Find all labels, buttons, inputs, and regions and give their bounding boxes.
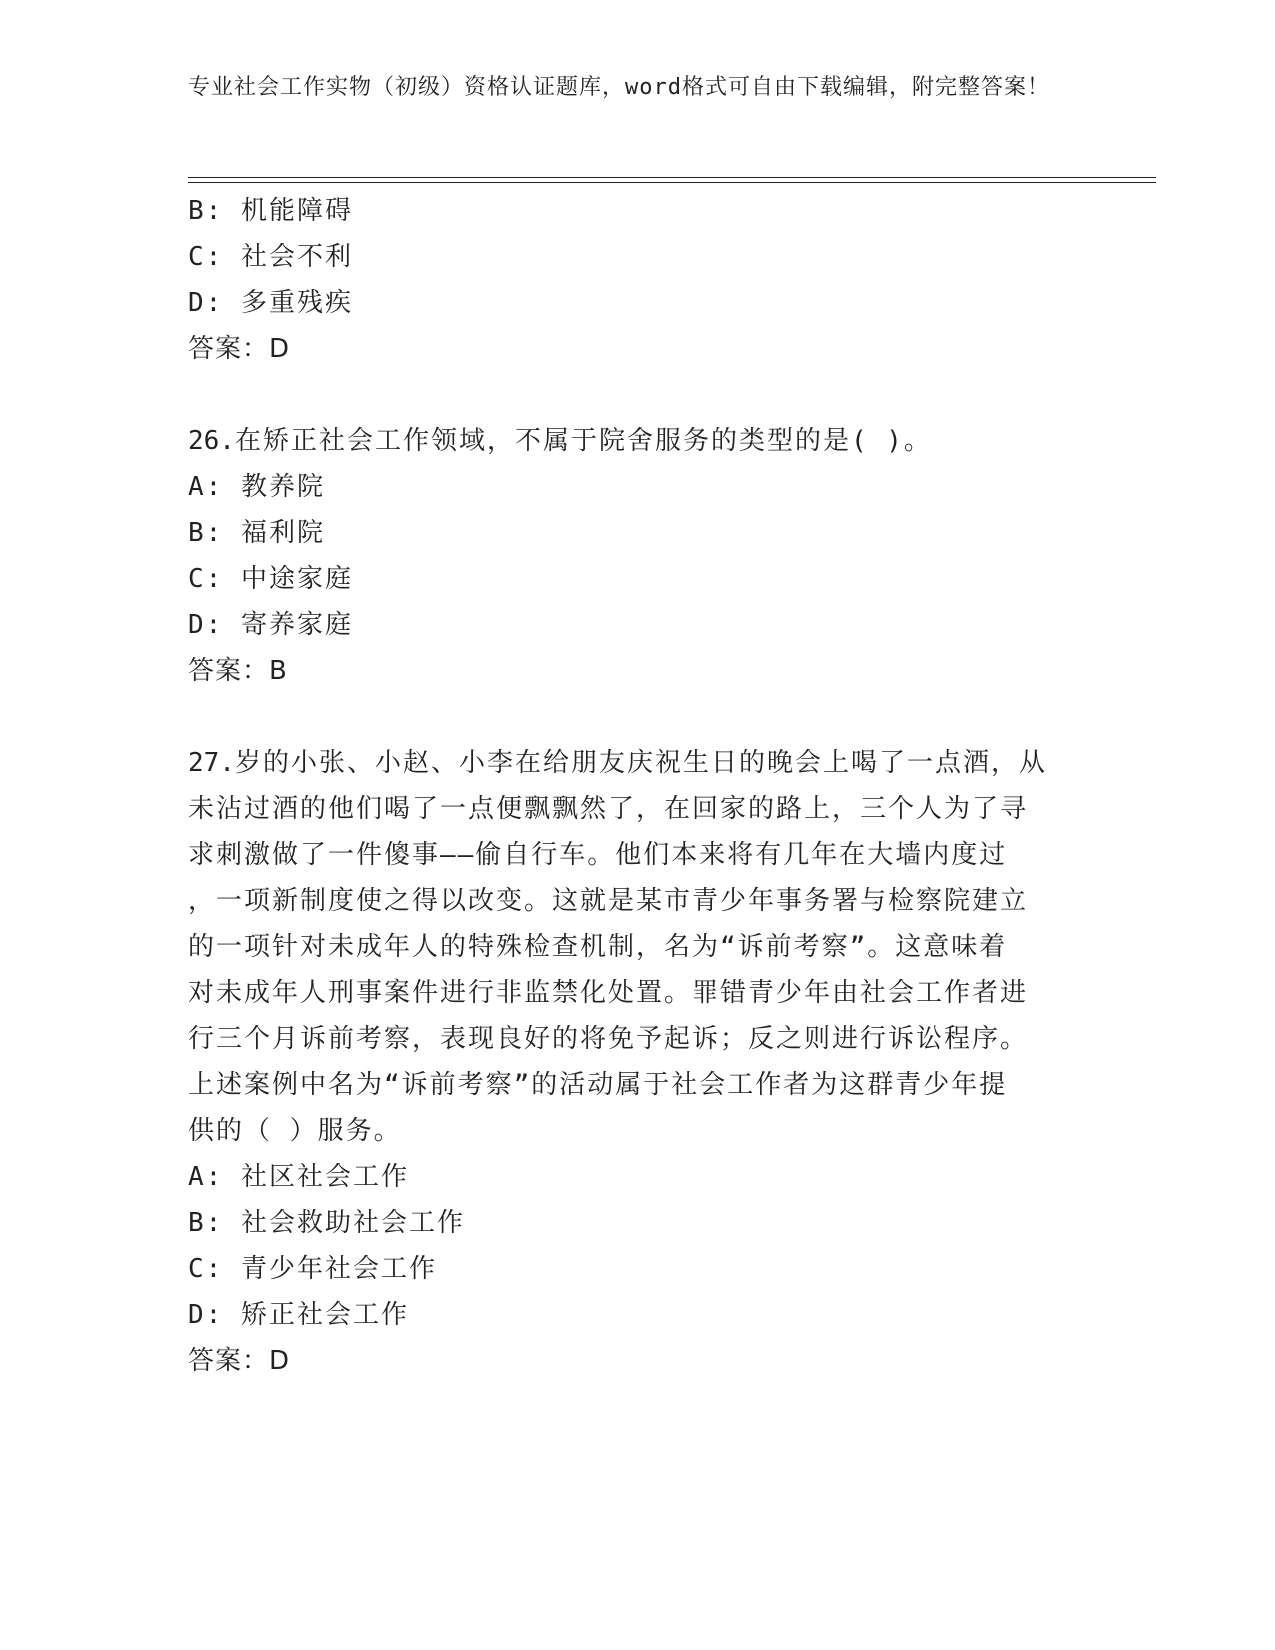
option-b xyxy=(188,510,1088,556)
option-text: 福利院 xyxy=(240,518,325,548)
question-stem-line: 求刺激做了一件傻事——偷自行车。他们本来将有几年在大墙内度过 xyxy=(188,840,1008,870)
question-stem-line: 上述案例中名为“诉前考察”的活动属于社会工作者为这群青少年提 xyxy=(188,1070,1008,1100)
option-label: A: xyxy=(188,1162,224,1192)
question-stem-line: 供的（ ）服务。 xyxy=(188,1116,402,1146)
question-stem-line xyxy=(188,740,1088,786)
option-text: 多重残疾 xyxy=(240,288,353,318)
option-label: B: xyxy=(188,518,224,548)
option-label: B: xyxy=(188,1208,224,1238)
option-a xyxy=(188,1154,1088,1200)
document-header: 专业社会工作实物（初级）资格认证题库，word格式可自由下载编辑，附完整答案！ xyxy=(188,75,1050,100)
option-text: 中途家庭 xyxy=(240,564,353,594)
option-text: 青少年社会工作 xyxy=(240,1254,437,1284)
option-text: 寄养家庭 xyxy=(240,610,353,640)
option-label: A: xyxy=(188,472,224,502)
option-text: 社会不利 xyxy=(240,242,353,272)
option-d xyxy=(188,602,1088,648)
option-text: 矫正社会工作 xyxy=(240,1300,409,1330)
option-text: 社区社会工作 xyxy=(240,1162,409,1192)
option-label: B: xyxy=(188,196,224,226)
option-c xyxy=(188,234,1088,280)
question-stem-line: 行三个月诉前考察，表现良好的将免予起诉；反之则进行诉讼程序。 xyxy=(188,1024,1029,1054)
header-divider-top xyxy=(188,177,1156,178)
option-label: D: xyxy=(188,1300,224,1330)
question-stem-line: 对未成年人刑事案件进行非监禁化处置。罪错青少年由社会工作者进 xyxy=(188,978,1029,1008)
option-c xyxy=(188,1246,1088,1292)
spacer xyxy=(188,372,1088,418)
question-text: 在矫正社会工作领域，不属于院舍服务的类型的是( )。 xyxy=(234,426,932,456)
option-d xyxy=(188,280,1088,326)
header-divider-bottom xyxy=(188,182,1156,183)
question-number: 27. xyxy=(188,748,235,778)
option-text: 机能障碍 xyxy=(240,196,353,226)
answer-line: 答案：D xyxy=(188,1346,291,1376)
spacer xyxy=(188,694,1088,740)
option-d xyxy=(188,1292,1088,1338)
question-number: 26. xyxy=(188,426,235,456)
option-label: C: xyxy=(188,1254,224,1284)
answer-line: 答案：B xyxy=(188,656,288,686)
option-label: D: xyxy=(188,288,224,318)
option-text: 教养院 xyxy=(240,472,325,502)
answer-line: 答案：D xyxy=(188,334,291,364)
question-stem-line: 未沾过酒的他们喝了一点便飘飘然了，在回家的路上，三个人为了寻 xyxy=(188,794,1029,824)
option-b xyxy=(188,1200,1088,1246)
question-stem xyxy=(188,418,1088,464)
question-content xyxy=(188,188,1088,1384)
question-stem-line: ，一项新制度使之得以改变。这就是某市青少年事务署与检察院建立 xyxy=(188,886,1029,916)
option-a xyxy=(188,464,1088,510)
question-stem-line: 的一项针对未成年人的特殊检查机制，名为“诉前考察”。这意味着 xyxy=(188,932,1008,962)
option-label: C: xyxy=(188,564,224,594)
option-b xyxy=(188,188,1088,234)
question-text: 岁的小张、小赵、小李在给朋友庆祝生日的晚会上喝了一点酒，从 xyxy=(234,748,1047,778)
option-text: 社会救助社会工作 xyxy=(240,1208,465,1238)
option-c xyxy=(188,556,1088,602)
option-label: C: xyxy=(188,242,224,272)
option-label: D: xyxy=(188,610,224,640)
